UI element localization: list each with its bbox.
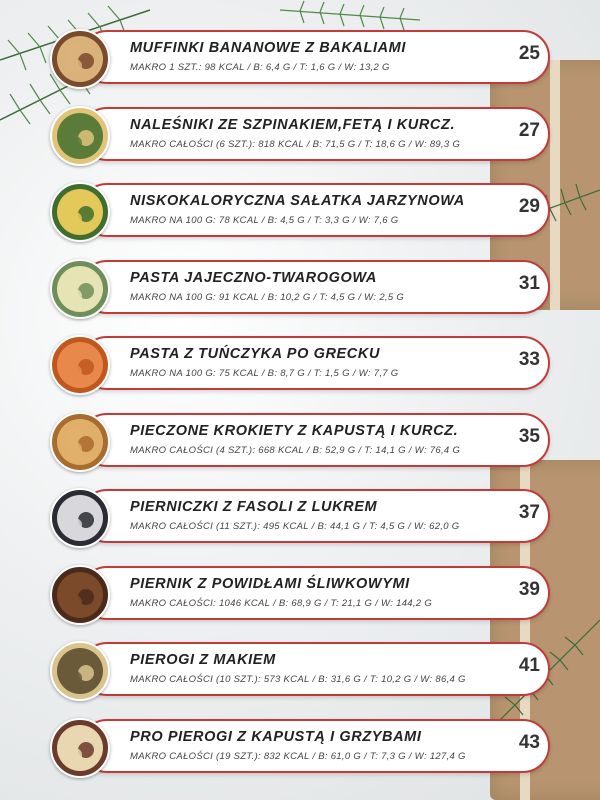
recipe-title: NALEŚNIKI ZE SZPINAKIEM,FETĄ I KURCZ. xyxy=(130,116,456,133)
recipe-page-number: 37 xyxy=(518,502,540,523)
recipe-title: NISKOKALORYCZNA SAŁATKA JARZYNOWA xyxy=(130,193,465,209)
recipe-bar xyxy=(80,260,550,314)
recipe-item[interactable] xyxy=(50,489,550,543)
recipe-thumbnail xyxy=(50,29,110,89)
recipe-bar xyxy=(80,719,550,773)
recipe-thumbnail xyxy=(50,565,110,625)
recipe-item[interactable] xyxy=(50,260,550,314)
recipe-bar xyxy=(80,642,550,696)
recipe-item[interactable] xyxy=(50,413,550,467)
recipe-thumbnail xyxy=(50,335,110,395)
recipe-macro: MAKRO NA 100 G: 78 KCAL / B: 4,5 G / T: 3,3 G / W: 7,6 G xyxy=(130,215,399,226)
recipe-title: MUFFINKI BANANOWE Z BAKALIAMI xyxy=(130,40,406,56)
recipe-macro: MAKRO NA 100 G: 75 KCAL / B: 8,7 G / T: 1,5 G / W: 7,7 G xyxy=(130,368,399,379)
recipe-macro: MAKRO CAŁOŚCI: 1046 KCAL / B: 68,9 G / T: 21,1 G / W: 144,2 G xyxy=(130,597,433,609)
recipe-item[interactable] xyxy=(50,107,550,161)
recipe-bar xyxy=(80,566,550,620)
recipe-bar xyxy=(80,183,550,237)
recipe-title: PIERNICZKI Z FASOLI Z LUKREM xyxy=(130,499,378,515)
recipe-page-number: 31 xyxy=(518,272,540,294)
recipe-macro: MAKRO CAŁOŚCI (19 SZT.): 832 KCAL / B: 61,0 G / T: 7,3 G / W: 127,4 G xyxy=(130,750,466,762)
recipe-macro: MAKRO NA 100 G: 91 KCAL / B: 10,2 G / T: 4,5 G / W: 2,5 G xyxy=(130,291,405,303)
recipe-title: PIECZONE KROKIETY Z KAPUSTĄ I KURCZ. xyxy=(130,422,459,439)
recipe-bar xyxy=(80,336,550,390)
recipe-thumbnail xyxy=(50,641,110,701)
recipe-bar xyxy=(80,413,550,467)
recipe-macro: MAKRO CAŁOŚCI (11 SZT.): 495 KCAL / B: 44,1 G / T: 4,5 G / W: 62,0 G xyxy=(130,521,460,532)
recipe-page-number: 35 xyxy=(518,425,540,447)
recipe-title: PASTA Z TUŃCZYKA PO GRECKU xyxy=(130,346,381,362)
recipe-page-number: 41 xyxy=(518,655,540,676)
recipe-thumbnail xyxy=(50,259,110,319)
recipe-title: PASTA JAJECZNO-TWAROGOWA xyxy=(130,269,377,286)
recipe-item[interactable] xyxy=(50,30,550,84)
recipe-page-number: 25 xyxy=(518,43,540,64)
recipe-item[interactable] xyxy=(50,719,550,773)
recipe-page-number: 43 xyxy=(518,731,540,753)
recipe-title: PIERNIK Z POWIDŁAMI ŚLIWKOWYMI xyxy=(130,575,410,592)
recipe-item[interactable] xyxy=(50,183,550,237)
recipe-bar xyxy=(80,489,550,543)
recipe-thumbnail xyxy=(50,718,110,778)
recipe-macro: MAKRO CAŁOŚCI (10 SZT.): 573 KCAL / B: 31,6 G / T: 10,2 G / W: 86,4 G xyxy=(130,674,466,685)
recipe-bar xyxy=(80,107,550,161)
recipe-macro: MAKRO 1 SZT.: 98 KCAL / B: 6,4 G / T: 1,6 G / W: 13,2 G xyxy=(130,62,390,73)
recipe-thumbnail xyxy=(50,182,110,242)
recipe-macro: MAKRO CAŁOŚCI (6 SZT.): 818 KCAL / B: 71,5 G / T: 18,6 G / W: 89,3 G xyxy=(130,138,461,150)
recipe-page-number: 33 xyxy=(518,349,540,370)
recipe-thumbnail xyxy=(50,488,110,548)
recipe-thumbnail xyxy=(50,412,110,472)
recipe-title: PRO PIEROGI Z KAPUSTĄ I GRZYBAMI xyxy=(130,728,422,745)
recipe-title: PIEROGI Z MAKIEM xyxy=(130,652,276,668)
recipe-item[interactable] xyxy=(50,642,550,696)
recipe-page-number: 39 xyxy=(518,578,540,600)
recipe-page-number: 29 xyxy=(518,196,540,217)
recipe-page-number: 27 xyxy=(518,119,540,141)
recipe-item[interactable] xyxy=(50,336,550,390)
recipe-thumbnail xyxy=(50,106,110,166)
recipe-bar xyxy=(80,30,550,84)
recipe-macro: MAKRO CAŁOŚCI (4 SZT.): 668 KCAL / B: 52,9 G / T: 14,1 G / W: 76,4 G xyxy=(130,444,461,456)
recipe-item[interactable] xyxy=(50,566,550,620)
